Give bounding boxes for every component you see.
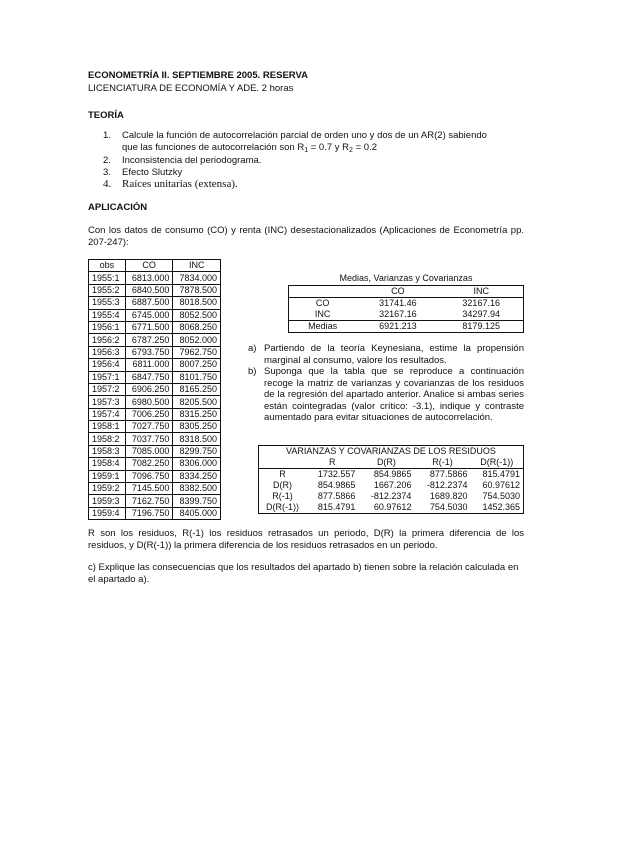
exam-title: ECONOMETRÍA II. SEPTIEMBRE 2005. RESERVA [88,70,308,81]
theory-text-part: = 0.7 y R [308,141,350,153]
exam-subtitle: LICENCIATURA DE ECONOMÍA Y ADE. 2 horas [88,83,294,94]
question-c: c) Explique las consecuencias que los resultados del apartado b) tienen sobre la relación calculada en el apartado a). [88,562,519,585]
inc-cell: 8299.750 [173,445,221,457]
residuals-header-row [259,457,524,469]
obs-cell: 1958:1 [89,421,126,433]
obs-cell: 1955:3 [89,297,126,309]
table-row [89,495,221,507]
table-cell: 32167.16 [439,297,523,309]
co-cell: 7145.500 [125,483,173,495]
theory-text-part: = 0.2 [352,141,377,153]
table-cell: 60.97612 [470,480,523,491]
co-cell: 6906.250 [125,383,173,395]
inc-cell: 8018.500 [173,297,221,309]
inc-cell: 8052.500 [173,309,221,321]
obs-cell: 1958:2 [89,433,126,445]
table-row [89,272,221,284]
obs-cell: 1955:4 [89,309,126,321]
question-a [248,343,524,366]
theory-item [98,178,528,191]
table-cell: 754.5030 [470,491,523,502]
theory-text-part: que las funciones de autocorrelación son R [122,141,305,153]
inc-cell: 7962.750 [173,346,221,358]
obs-cell: 1959:4 [89,507,126,519]
theory-list [98,130,528,192]
table-cell: 31741.46 [379,297,417,308]
teoria-heading: TEORÍA [88,110,124,121]
co-cell: 6887.500 [125,297,173,309]
table-row [259,480,524,491]
aplicacion-intro: Con los datos de consumo (CO) y renta (INC) desestacionalizados (Aplicaciones de Econometría pp. 207-247): [88,225,524,248]
table-row [89,359,221,371]
row-label: R(-1) [259,491,307,502]
co-cell: 7162.750 [125,495,173,507]
obs-cell: 1956:1 [89,321,126,333]
theory-item-text: Efecto Slutzky [122,166,183,178]
row-label: INC [289,309,357,321]
residuals-table-title: VARIANZAS Y COVARIANZAS DE LOS RESIDUOS [259,446,524,458]
row-label: Medias [289,320,357,332]
table-row [89,383,221,395]
column-header: D(R(-1)) [470,457,523,469]
table-row [89,346,221,358]
question-text: Suponga que la tabla que se reproduce a continuación recoge la matriz de varianzas y covarianzas de los residuos de la regresión del apartado anterior. Analice si ambas series están cointegradas (valor crítico: -3.1), indique y contraste aumentado para evitar situaciones de autocorrelación. [264,366,524,424]
table-cell: 1667.206 [373,480,412,491]
co-cell: 6847.750 [125,371,173,383]
data-table [88,259,221,520]
inc-cell: 8399.750 [173,495,221,507]
inc-cell: 8052.000 [173,334,221,346]
inc-cell: 8306.000 [173,458,221,470]
inc-cell: 8315.250 [173,408,221,420]
table-cell: 877.5866 [414,469,470,481]
data-table-header-row [89,260,221,272]
column-header: CO [125,260,173,272]
row-label: D(R) [259,480,307,491]
column-header: R [328,457,336,468]
theory-item-number: 2. [103,155,111,167]
table-cell: 877.5866 [317,491,356,502]
co-cell: 7085.000 [125,445,173,457]
co-cell: 6787.250 [125,334,173,346]
residuals-title-row [259,446,524,458]
table-row [289,320,524,332]
inc-cell: 8334.250 [173,470,221,482]
co-cell: 7096.750 [125,470,173,482]
obs-cell: 1958:4 [89,458,126,470]
table-row [89,321,221,333]
inc-cell: 8382.500 [173,483,221,495]
table-row [89,433,221,445]
inc-cell: 8165.250 [173,383,221,395]
question-letter: a) [248,343,257,354]
obs-cell: 1958:3 [89,445,126,457]
question-b [248,366,524,424]
obs-cell: 1957:4 [89,408,126,420]
theory-item-text-cont [122,142,528,156]
theory-item-number: 3. [103,166,111,178]
table-cell: 754.5030 [414,502,470,514]
table-cell: 34297.94 [439,309,523,321]
theory-item-text: Raíces unitarias (extensa). [122,178,238,191]
inc-cell: 7834.000 [173,272,221,284]
theory-item-number: 4. [103,178,112,191]
table-cell: 815.4791 [306,502,358,514]
table-cell: -812.2374 [370,491,412,502]
table-row [89,371,221,383]
obs-cell: 1959:3 [89,495,126,507]
table-row [89,445,221,457]
obs-cell: 1956:3 [89,346,126,358]
table-row [89,483,221,495]
co-cell: 7027.750 [125,421,173,433]
obs-cell: 1956:2 [89,334,126,346]
row-label: CO [289,297,357,309]
table-row [89,470,221,482]
column-header: obs [89,260,126,272]
table-row [89,396,221,408]
table-cell: 8179.125 [439,320,523,332]
row-label: D(R(-1)) [259,502,307,514]
co-cell: 7006.250 [125,408,173,420]
inc-cell: 7878.500 [173,284,221,296]
obs-cell: 1956:4 [89,359,126,371]
theory-item-number: 1. [103,130,111,141]
inc-cell: 8405.000 [173,507,221,519]
table-row [89,458,221,470]
questions [248,343,524,424]
column-header: R(-1) [432,457,453,468]
co-cell: 6811.000 [125,359,173,371]
obs-cell: 1957:1 [89,371,126,383]
co-cell: 7037.750 [125,433,173,445]
co-cell: 6745.000 [125,309,173,321]
table-cell: 815.4791 [470,469,523,481]
co-cell: 7196.750 [125,507,173,519]
table-row [89,334,221,346]
table-row [259,491,524,502]
table-row [289,297,524,309]
obs-cell: 1957:2 [89,383,126,395]
residuals-table [258,445,524,514]
table-cell: 854.9865 [358,469,414,481]
table-row [289,309,524,321]
column-header: D(R) [376,457,396,468]
column-header: INC [439,285,523,297]
co-cell: 6840.500 [125,284,173,296]
table-row [259,469,524,481]
medias-header-row [289,285,524,297]
inc-cell: 8007.250 [173,359,221,371]
table-cell: 1689.820 [429,491,468,502]
residuals-footnote: R son los residuos, R(-1) los residuos retrasados un periodo, D(R) la primera diferencia de los residuos, y D(R(-1)) la primera diferencia de los residuos retrasados en un periodo. [88,528,524,551]
data-table-body [89,260,221,520]
obs-cell: 1959:2 [89,483,126,495]
inc-cell: 8101.750 [173,371,221,383]
column-header [259,457,307,469]
obs-cell: 1955:1 [89,272,126,284]
obs-cell: 1957:3 [89,396,126,408]
co-cell: 6813.000 [125,272,173,284]
table-cell: 32167.16 [356,309,439,321]
table-row [89,421,221,433]
co-cell: 7082.250 [125,458,173,470]
medias-table-title: Medias, Varianzas y Covarianzas [339,273,473,283]
column-header: CO [356,285,439,297]
medias-table [288,285,524,333]
obs-cell: 1955:2 [89,284,126,296]
subscript: 1 [304,146,309,154]
row-label: R [259,469,307,481]
theory-item-text: Inconsistencia del periodograma. [122,155,262,167]
table-cell: 854.9865 [317,480,356,491]
table-cell: 1452.365 [470,502,523,514]
table-row [89,309,221,321]
aplicacion-heading: APLICACIÓN [88,202,148,213]
obs-cell: 1959:1 [89,470,126,482]
table-row [89,297,221,309]
table-row [259,502,524,514]
inc-cell: 8205.500 [173,396,221,408]
co-cell: 6793.750 [125,346,173,358]
theory-item [98,155,528,167]
table-row [89,284,221,296]
theory-item [98,130,528,155]
table-cell: 6921.213 [356,320,439,332]
subscript: 2 [349,146,353,154]
column-header [289,285,357,297]
inc-cell: 8068.250 [173,321,221,333]
table-row [89,507,221,519]
co-cell: 6980.500 [125,396,173,408]
theory-item-text: Calcule la función de autocorrelación parcial de orden uno y dos de un AR(2) sabiendo [122,130,487,141]
table-cell: -812.2374 [426,480,468,491]
table-cell: 1732.557 [306,469,358,481]
question-letter: b) [248,366,257,378]
question-text: Partiendo de la teoría Keynesiana, estime la propensión marginal al consumo, valore los resultados. [264,343,524,366]
theory-item [98,167,528,179]
inc-cell: 8318.500 [173,433,221,445]
table-row [89,408,221,420]
table-cell: 60.97612 [358,502,414,514]
co-cell: 6771.500 [125,321,173,333]
inc-cell: 8305.250 [173,421,221,433]
column-header: INC [173,260,221,272]
